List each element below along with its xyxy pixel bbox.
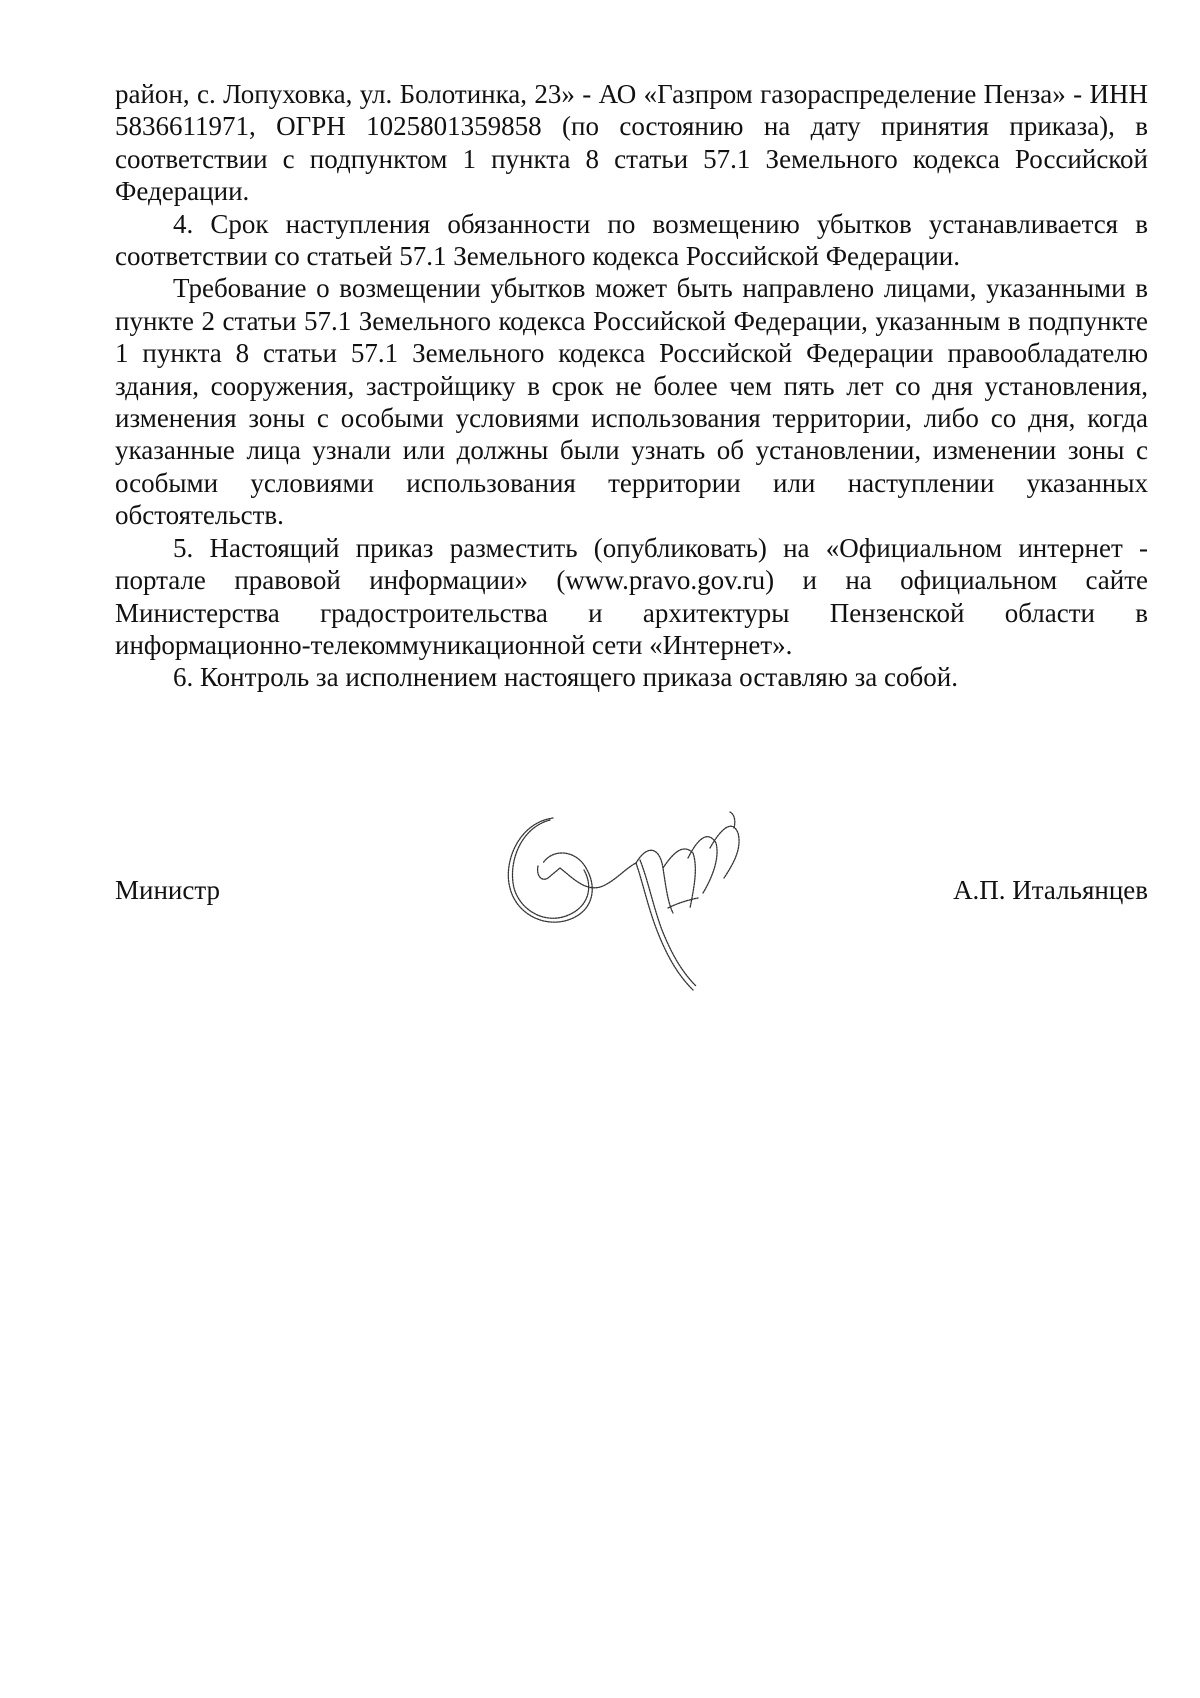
paragraph-item-5: 5. Настоящий приказ разместить (опубликовать) на «Официальном интернет - портале правовой информации» (www.pravo.gov.ru) и на официальном сайте Министерства градостроительства и архитектуры Пензенской области в информационно-телекоммуникационной сети «Интернет». <box>115 532 1148 660</box>
signatory-title: Министр <box>115 875 220 905</box>
paragraph-item-4: 4. Срок наступления обязанности по возмещению убытков устанавливается в соответствии со статьей 57.1 Земельного кодекса Российской Федерации. <box>115 208 1148 272</box>
paragraph-1: район, с. Лопуховка, ул. Болотинка, 23» - АО «Газпром газораспределение Пенза» - ИНН 5836611971, ОГРН 1025801359858 (по состоянию на дату принятия приказа), в соответствии с подпунктом 1 пункта 8 статьи 57.1 Земельного кодекса Российской Федерации. <box>115 79 1148 207</box>
paragraph-item-6: 6. Контроль за исполнением настоящего приказа оставляю за собой. <box>173 662 958 693</box>
document-body <box>115 78 1148 694</box>
signatory-name: А.П. Итальянцев <box>953 875 1148 905</box>
handwritten-signature <box>498 808 768 993</box>
paragraph-claim-requirement: Требование о возмещении убытков может быть направлено лицами, указанными в пункте 2 статьи 57.1 Земельного кодекса Российской Федерации, указанным в подпункте 1 пункта 8 статьи 57.1 Земельного кодекса Российской Федерации правообладателю здания, сооружения, застройщику в срок не более чем пять лет со дня установления, изменения зоны с особыми условиями использования территории, либо со дня, когда указанные лица узнали или должны были узнать об установлении, изменении зоны с особыми условиями использования территории или наступлении указанных обстоятельств. <box>115 273 1148 531</box>
